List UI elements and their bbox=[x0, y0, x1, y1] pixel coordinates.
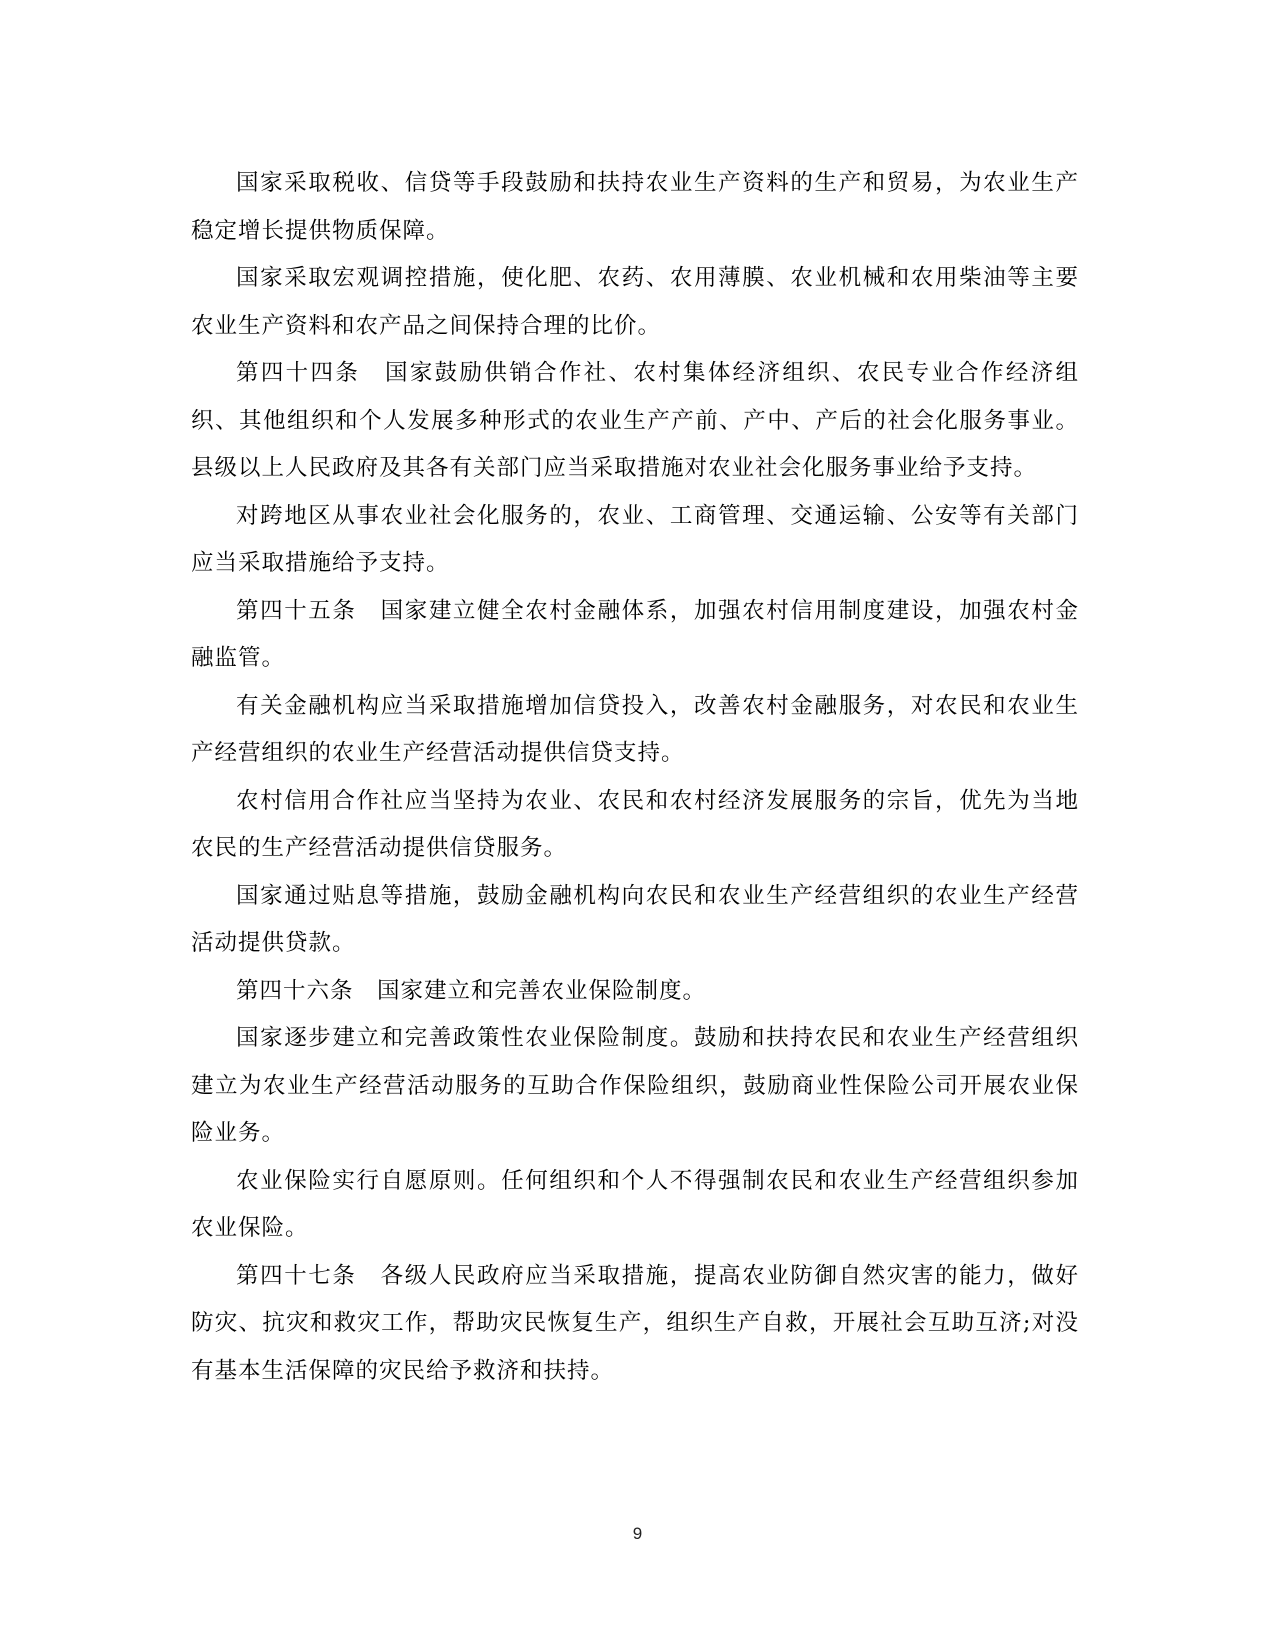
paragraph: 第四十四条 国家鼓励供销合作社、农村集体经济组织、农民专业合作经济组织、其他组织和个人发展多种形式的农业生产产前、产中、产后的社会化服务事业。县级以上人民政府及其各有关部门应当采取措施对农业社会化服务事业给予支持。 bbox=[191, 360, 1079, 481]
paragraph: 农村信用合作社应当坚持为农业、农民和农村经济发展服务的宗旨，优先为当地农民的生产经营活动提供信贷服务。 bbox=[191, 787, 1079, 861]
document-body bbox=[191, 160, 1079, 1395]
paragraph: 国家逐步建立和完善政策性农业保险制度。鼓励和扶持农民和农业生产经营组织建立为农业生产经营活动服务的互助合作保险组织，鼓励商业性保险公司开展农业保险业务。 bbox=[191, 1025, 1079, 1146]
paragraph: 国家采取宏观调控措施，使化肥、农药、农用薄膜、农业机械和农用柴油等主要农业生产资料和农产品之间保持合理的比价。 bbox=[191, 265, 1079, 339]
paragraph: 国家采取税收、信贷等手段鼓励和扶持农业生产资料的生产和贸易，为农业生产稳定增长提供物质保障。 bbox=[191, 170, 1079, 244]
paragraph: 对跨地区从事农业社会化服务的，农业、工商管理、交通运输、公安等有关部门应当采取措施给予支持。 bbox=[191, 502, 1079, 576]
paragraph: 第四十五条 国家建立健全农村金融体系，加强农村信用制度建设，加强农村金融监管。 bbox=[191, 597, 1079, 671]
paragraph: 第四十七条 各级人民政府应当采取措施，提高农业防御自然灾害的能力，做好防灾、抗灾和救灾工作，帮助灾民恢复生产，组织生产自救，开展社会互助互济;对没有基本生活保障的灾民给予救济和扶持。 bbox=[191, 1262, 1079, 1384]
paragraph: 有关金融机构应当采取措施增加信贷投入，改善农村金融服务，对农民和农业生产经营组织的农业生产经营活动提供信贷支持。 bbox=[191, 692, 1079, 766]
paragraph: 第四十六条 国家建立和完善农业保险制度。 bbox=[236, 977, 707, 1004]
paragraph: 农业保险实行自愿原则。任何组织和个人不得强制农民和农业生产经营组织参加农业保险。 bbox=[191, 1167, 1079, 1241]
paragraph: 国家通过贴息等措施，鼓励金融机构向农民和农业生产经营组织的农业生产经营活动提供贷款。 bbox=[191, 882, 1079, 956]
page-number: 9 bbox=[632, 1524, 643, 1543]
